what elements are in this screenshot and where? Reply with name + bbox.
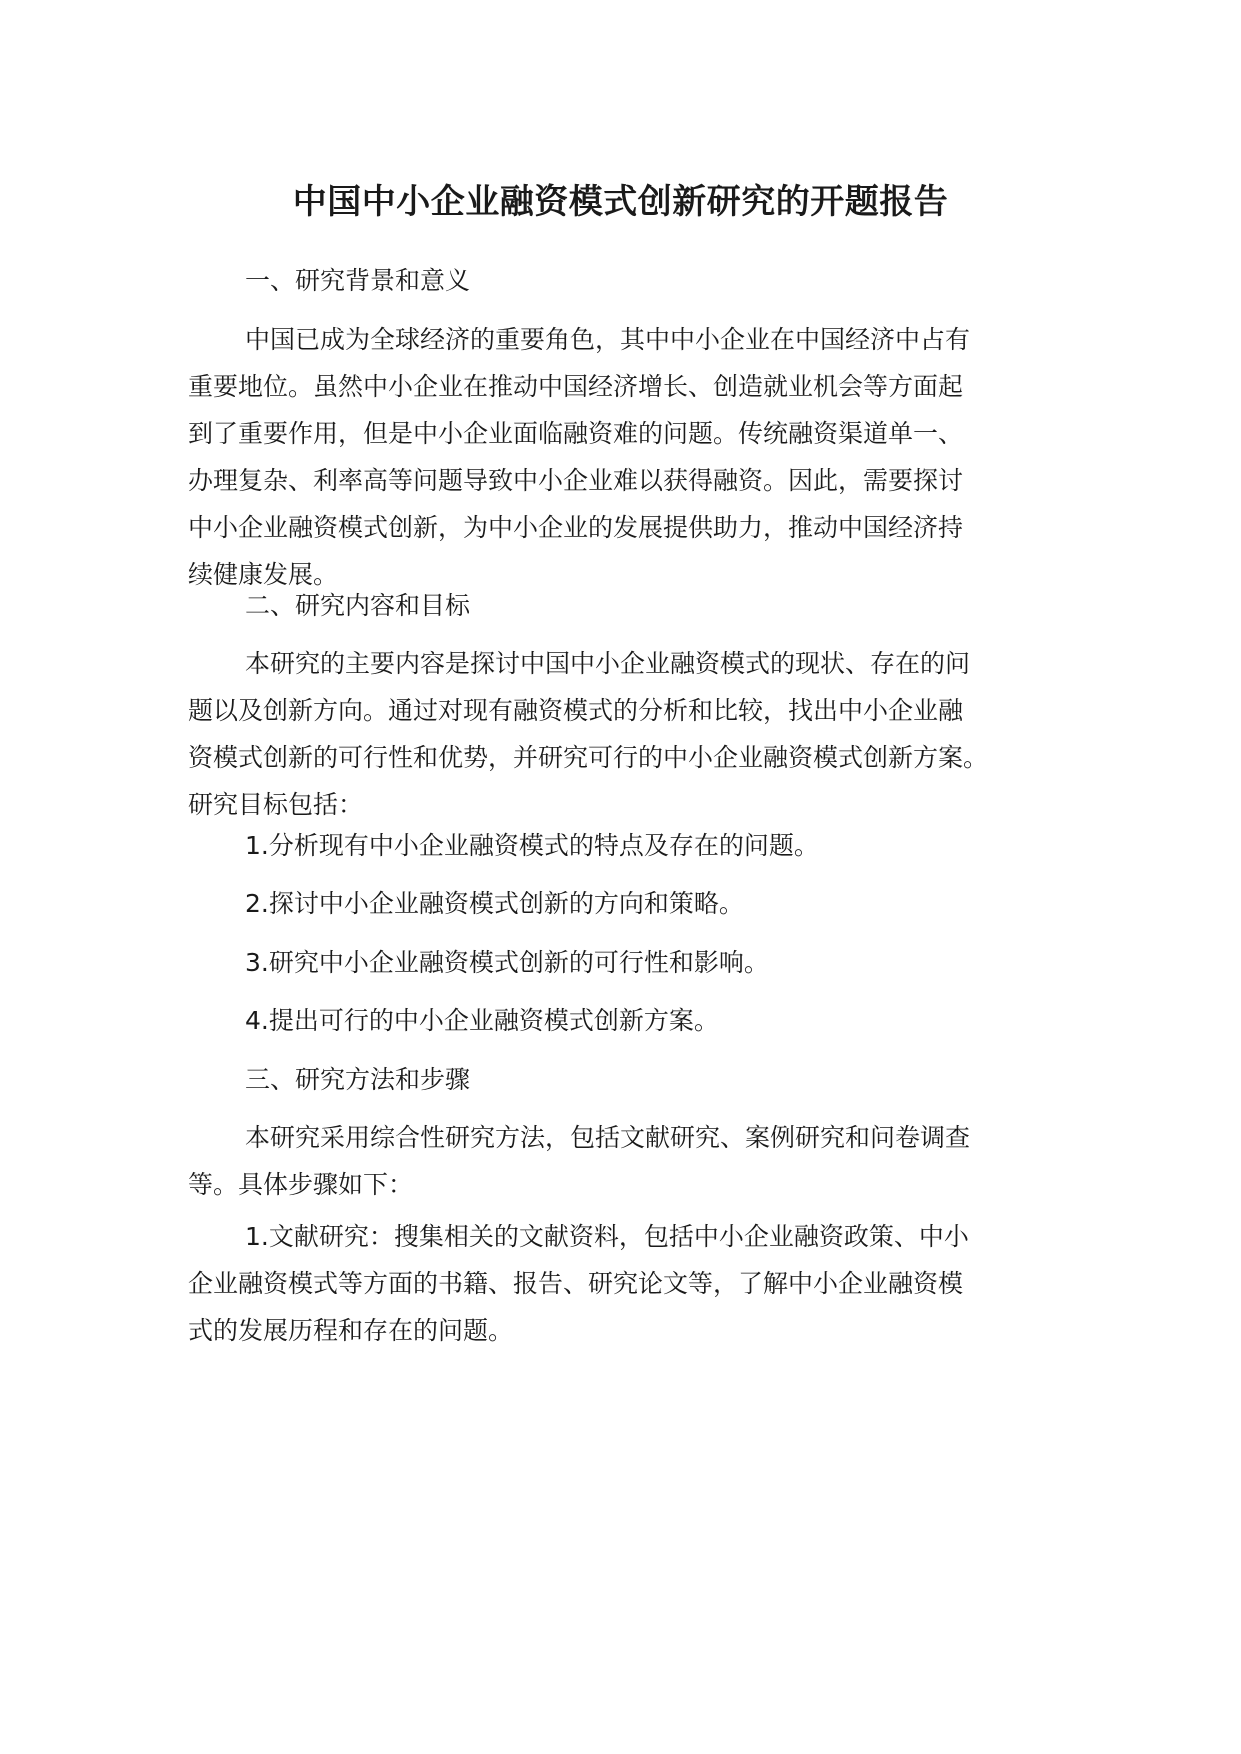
step-literature-research: 1.文献研究：搜集相关的文献资料，包括中小企业融资政策、中小 企业融资模式等方面的书籍、报告、研究论文等，了解中小企业融资模 式的发展历程和存在的问题。 (188, 1222, 969, 1345)
paragraph-background: 中国已成为全球经济的重要角色，其中中小企业在中国经济中占有 重要地位。虽然中小企业在推动中国经济增长、创造就业机会等方面起 到了重要作用，但是中小企业面临融资难的问题。传统融资渠道单一、 办理复杂、利率高等问题导致中小企业难以获得融资。因此，需要探讨 中小企业融资模式创新，为中小企业的发展提供助力，推动中国经济持 续健康发展。 (188, 325, 971, 589)
list-item-goal-1: 1.分析现有中小企业融资模式的特点及存在的问题。 (245, 831, 819, 860)
list-item-goal-3: 3.研究中小企业融资模式创新的可行性和影响。 (245, 948, 769, 977)
section-heading-methods: 三、研究方法和步骤 (245, 1065, 471, 1094)
section-heading-background: 一、研究背景和意义 (245, 266, 471, 295)
paragraph-content: 本研究的主要内容是探讨中国中小企业融资模式的现状、存在的问 题以及创新方向。通过对现有融资模式的分析和比较，找出中小企业融 资模式创新的可行性和优势，并研究可行的中小企业融资模式创新方案。 研究目标包括： (188, 649, 989, 819)
section-heading-content: 二、研究内容和目标 (245, 591, 471, 620)
document-title: 中国中小企业融资模式创新研究的开题报告 (292, 182, 949, 222)
paragraph-methods: 本研究采用综合性研究方法，包括文献研究、案例研究和问卷调查 等。具体步骤如下： (188, 1123, 971, 1199)
list-item-goal-2: 2.探讨中小企业融资模式创新的方向和策略。 (245, 889, 744, 918)
list-item-goal-4: 4.提出可行的中小企业融资模式创新方案。 (245, 1006, 719, 1035)
